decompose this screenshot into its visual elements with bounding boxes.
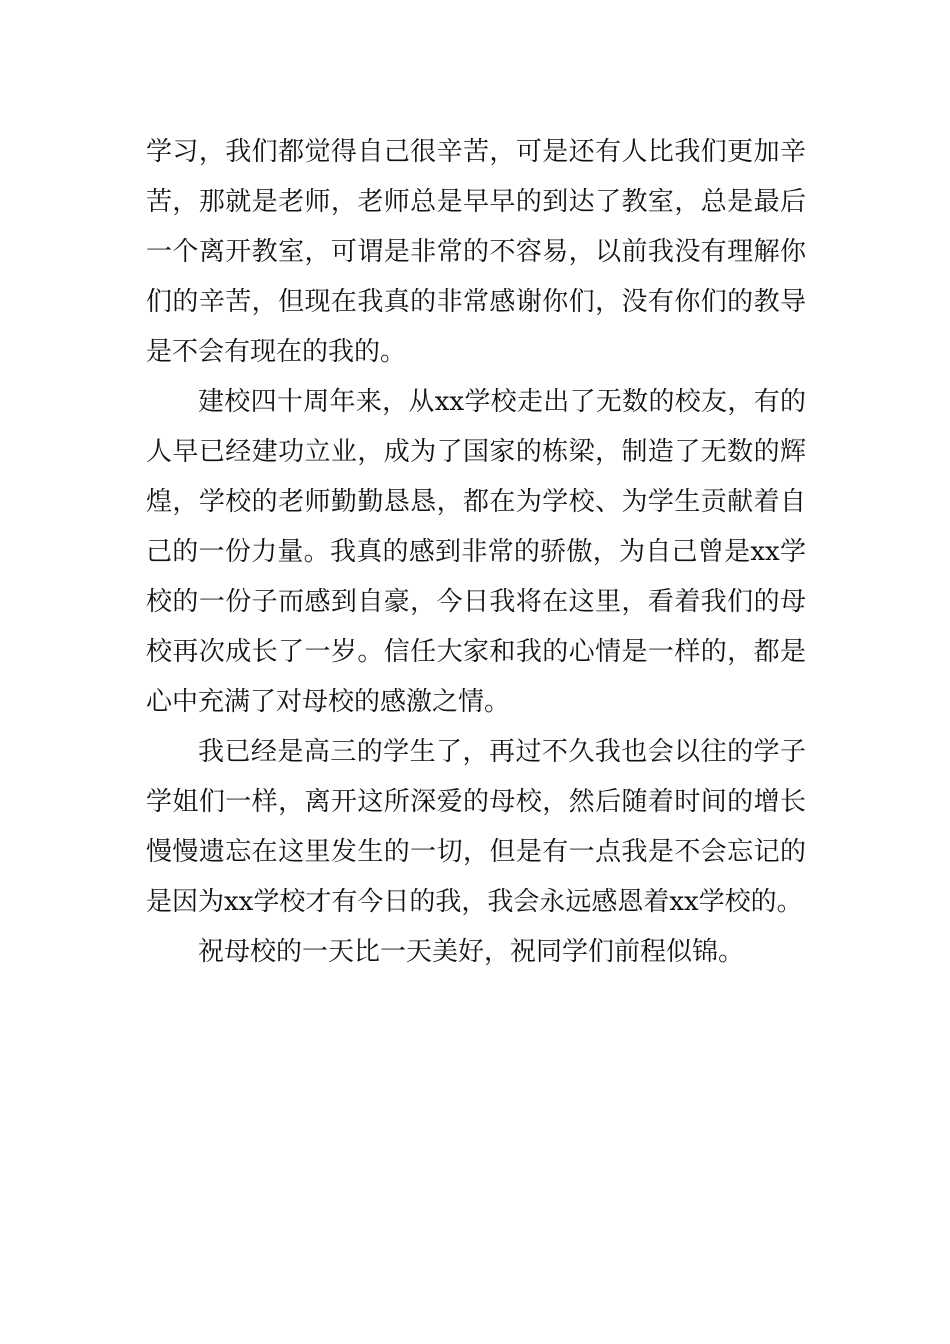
paragraph-1: 学习，我们都觉得自己很辛苦，可是还有人比我们更加辛苦，那就是老师，老师总是早早的到达了教室，总是最后一个离开教室，可谓是非常的不容易，以前我没有理解你们的辛苦，但现在我真的非常感谢你们，没有你们的教导是不会有现在的我的。 xyxy=(146,137,806,367)
document-body xyxy=(146,127,806,977)
paragraph-2: 建校四十周年来，从xx学校走出了无数的校友，有的人早已经建功立业，成为了国家的栋梁，制造了无数的辉煌，学校的老师勤勤恳恳，都在为学校、为学生贡献着自己的一份力量。我真的感到非常的骄傲，为自己曾是xx学校的一份子而感到自豪，今日我将在这里，看着我们的母校再次成长了一岁。信任大家和我的心情是一样的，都是心中充满了对母校的感激之情。 xyxy=(146,387,806,717)
paragraph-4: 祝母校的一天比一天美好，祝同学们前程似锦。 xyxy=(198,937,745,967)
paragraph-3: 我已经是高三的学生了，再过不久我也会以往的学子学姐们一样，离开这所深爱的母校，然后随着时间的增长慢慢遗忘在这里发生的一切，但是有一点我是不会忘记的是因为xx学校才有今日的我，我会永远感恩着xx学校的。 xyxy=(146,737,806,917)
